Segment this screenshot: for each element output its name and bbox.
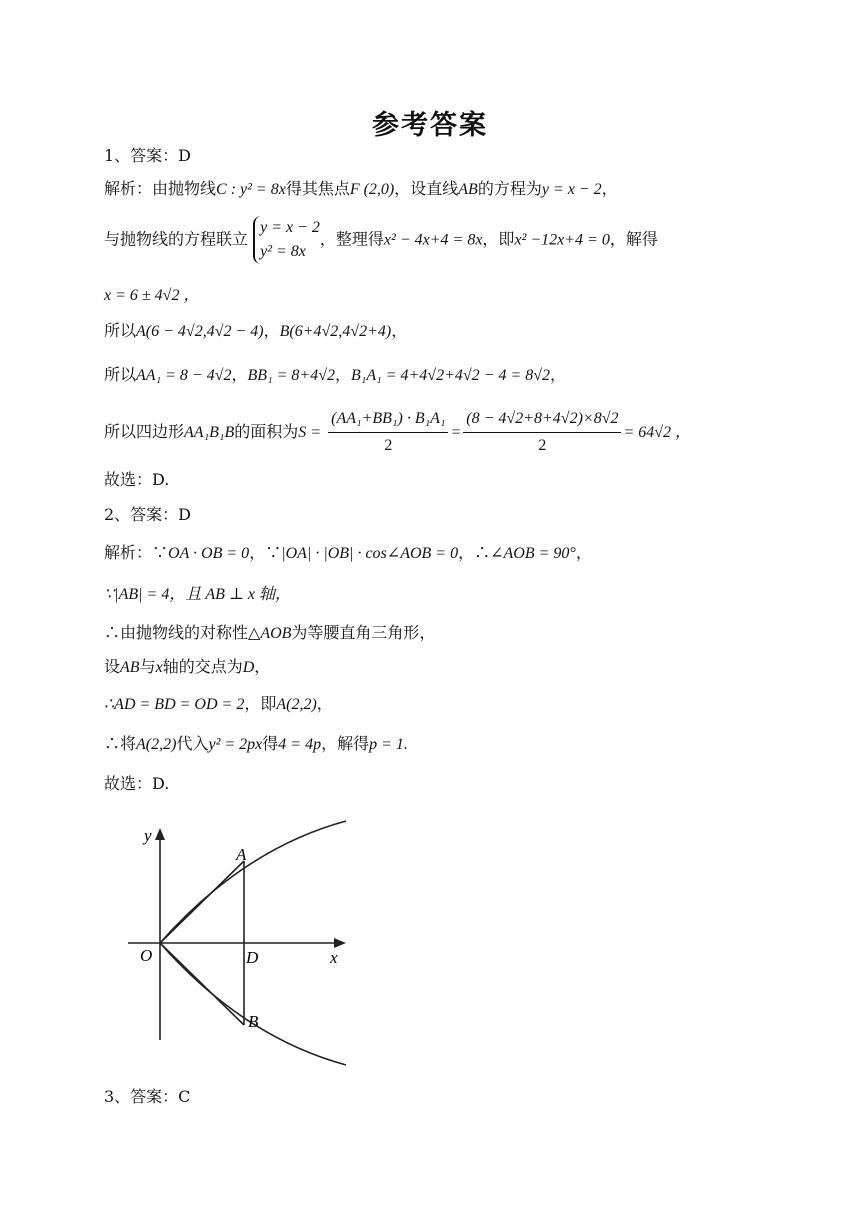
formula: F (2,0) xyxy=(349,181,395,198)
q1-choose: 故选：D. xyxy=(104,470,170,489)
text: ，解得 xyxy=(321,734,370,753)
text: 解析：由抛物线 xyxy=(104,179,217,198)
text: ∴将 xyxy=(104,734,137,753)
q1-analysis-line-2 xyxy=(104,216,658,264)
label-B: B xyxy=(248,1012,259,1031)
formula: B(6+4√2,4√2+4) xyxy=(279,323,392,340)
formula: △AOB xyxy=(248,625,292,642)
text: 所以 xyxy=(104,365,137,384)
x-axis-arrow xyxy=(334,938,346,948)
q2-analysis-line-3 xyxy=(104,622,435,645)
formula: |OA| · |OB| · cos∠AOB = 0 xyxy=(281,545,459,562)
text: 得 xyxy=(262,734,279,753)
text: 的面积为 xyxy=(234,422,299,441)
numerator: (8 − 4√2+8+4√2)×8√2 xyxy=(463,408,621,433)
formula: AA₁B₁B xyxy=(184,424,235,441)
formula: x² − 4x+4 = 8x xyxy=(383,231,483,249)
equation-row: y = x − 2 xyxy=(260,219,320,236)
formula: A(6 − 4√2,4√2 − 4) xyxy=(136,323,264,340)
q1-analysis-line-6: 所以四边形AA₁B₁B的面积为S = $\frac{\text{(AA₁+BB₁) · B₁A₁}}{2}$ = $\frac{(8 - 4√2+8+4√2)\times 8√2}{2}$ = 64√2 ， xyxy=(104,408,691,457)
q2-analysis-line-2: ∵|AB| = 4，且 AB ⊥ x 轴， xyxy=(104,586,292,603)
text: ， xyxy=(335,365,352,384)
formula: y = x − 2 xyxy=(541,181,602,198)
text: ， xyxy=(263,321,280,340)
label-x: x xyxy=(330,948,338,967)
q1-answer: 1、答案：D xyxy=(104,146,192,165)
q1-analysis-line-1 xyxy=(104,178,618,201)
formula: B₁A₁ = 4+4√2+4√2 − 4 = 8√2 xyxy=(351,367,551,384)
text: 与 xyxy=(139,657,156,676)
text: ，∵ xyxy=(249,543,282,562)
formula: = 64√2 ， xyxy=(623,424,692,441)
equation-row: y² = 8x xyxy=(260,243,306,260)
text: ， xyxy=(391,321,408,340)
formula: ∠AOB = 90° xyxy=(490,545,576,562)
text: ，解得 xyxy=(609,229,658,249)
text: ，整理得 xyxy=(319,229,384,249)
q2-choose: 故选：D. xyxy=(104,774,170,793)
parabola-figure xyxy=(120,815,360,1075)
text: ，设直线 xyxy=(394,179,459,198)
text: ， xyxy=(575,543,592,562)
q3-answer: 3、答案：C xyxy=(104,1087,191,1106)
segment-OA xyxy=(160,861,244,943)
text: 与抛物线的方程联立 xyxy=(104,229,249,249)
q1-analysis-line-5 xyxy=(104,364,566,387)
text: 设 xyxy=(104,657,121,676)
text: ， xyxy=(550,365,567,384)
text: 代入 xyxy=(176,734,209,753)
formula: S = xyxy=(298,424,322,441)
text: ，即 xyxy=(482,229,515,249)
formula: OA · OB = 0 xyxy=(168,545,250,562)
denominator: 2 xyxy=(384,437,393,454)
formula: ∴AD = BD = OD = 2 xyxy=(104,696,245,713)
formula: 4 = 4p xyxy=(278,736,322,753)
q2-answer: 2、答案：D xyxy=(104,505,192,524)
text: ，即 xyxy=(244,694,277,713)
fraction xyxy=(328,408,448,457)
label-A: A xyxy=(236,845,247,864)
formula: AB xyxy=(458,181,478,198)
formula: x xyxy=(155,659,163,676)
formula: x² −12x+4 = 0 xyxy=(514,231,610,249)
page-title: 参考答案 xyxy=(372,110,488,141)
q1-analysis-line-3: x = 6 ± 4√2 ， xyxy=(104,287,200,304)
formula: A(2,2) xyxy=(136,736,177,753)
equation-system xyxy=(253,216,320,264)
formula: y² = 2px xyxy=(208,736,263,753)
text: 解析：∵ xyxy=(104,543,169,562)
q2-analysis-line-5 xyxy=(104,693,333,716)
text: 轴的交点为 xyxy=(162,657,243,676)
text: ，∴ xyxy=(458,543,491,562)
label-D: D xyxy=(246,948,259,967)
formula: A(2,2) xyxy=(276,696,317,713)
text: 的方程为 xyxy=(477,179,542,198)
text: ， xyxy=(316,694,333,713)
text: ， xyxy=(254,657,271,676)
q2-analysis-line-1 xyxy=(104,542,592,565)
q2-analysis-line-4 xyxy=(104,656,270,679)
numerator: (AA₁+BB₁) · B₁A₁ xyxy=(328,408,448,433)
text: ∴由抛物线的对称性 xyxy=(104,623,249,642)
formula: C : y² = 8x xyxy=(216,181,286,198)
text: 所以四边形 xyxy=(104,422,185,441)
formula: BB₁ = 8+4√2 xyxy=(247,367,335,384)
q2-analysis-line-6 xyxy=(104,733,408,756)
formula: AA₁ = 8 − 4√2 xyxy=(136,367,232,384)
text: 为等腰直角三角形， xyxy=(291,623,436,642)
text: 所以 xyxy=(104,321,137,340)
segment-OB xyxy=(160,943,244,1025)
formula: p = 1. xyxy=(369,736,408,753)
text: 得其焦点 xyxy=(285,179,350,198)
q1-analysis-line-4 xyxy=(104,320,407,343)
y-axis-arrow xyxy=(155,828,165,840)
denominator: 2 xyxy=(538,437,547,454)
text: ， xyxy=(231,365,248,384)
label-y: y xyxy=(144,826,152,845)
label-O: O xyxy=(140,946,153,965)
formula: AB xyxy=(120,659,140,676)
fraction xyxy=(463,408,621,457)
text: ， xyxy=(601,179,618,198)
formula: D xyxy=(242,659,255,676)
